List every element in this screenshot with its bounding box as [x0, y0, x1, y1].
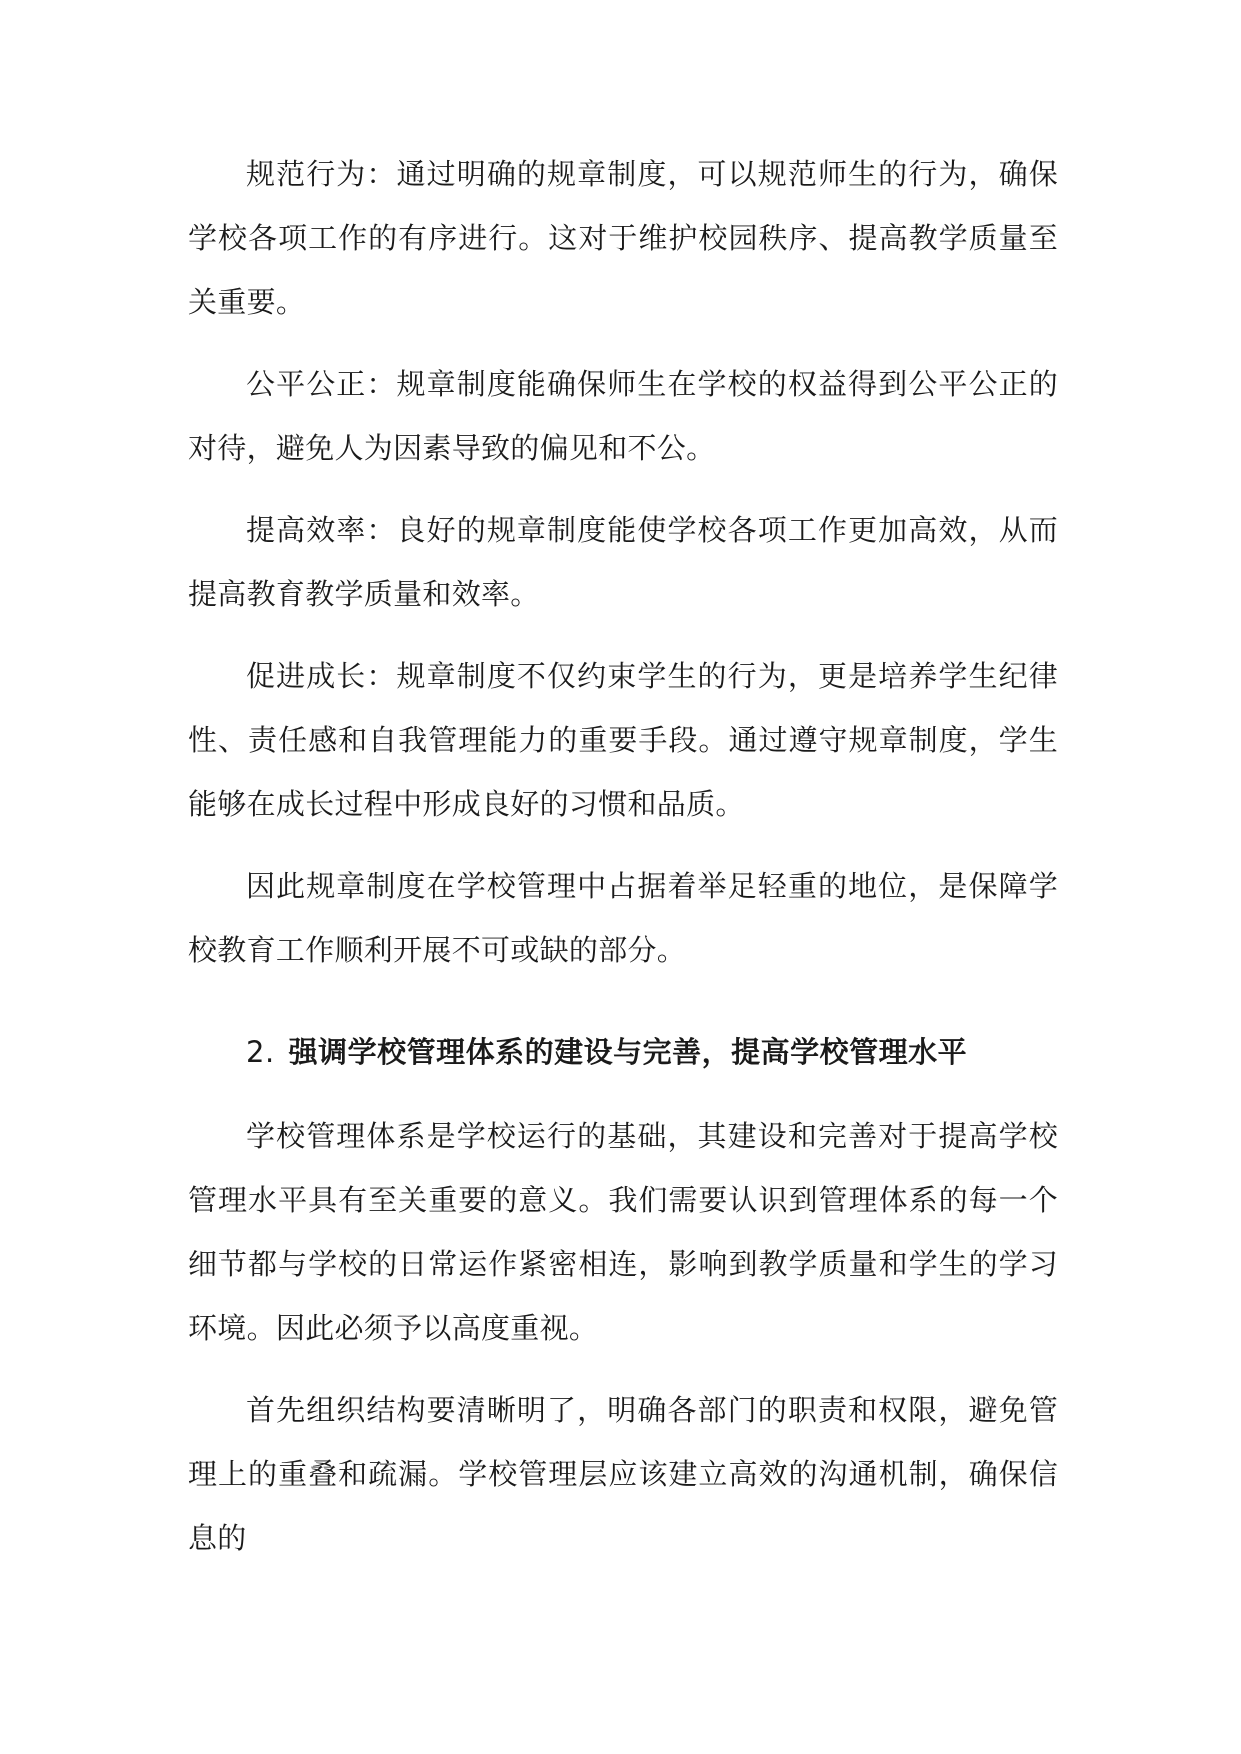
document-body — [188, 142, 1058, 1588]
paragraph-efficiency: 提高效率：良好的规章制度能使学校各项工作更加高效，从而提高教育教学质量和效率。 — [188, 513, 1058, 611]
paragraph-organization-structure: 首先组织结构要清晰明了，明确各部门的职责和权限，避免管理上的重叠和疏漏。学校管理层应该建立高效的沟通机制，确保信息的 — [188, 1393, 1058, 1555]
paragraph-regulate-behavior: 规范行为：通过明确的规章制度，可以规范师生的行为，确保学校各项工作的有序进行。这对于维护校园秩序、提高教学质量至关重要。 — [188, 157, 1058, 319]
paragraph-conclusion: 因此规章制度在学校管理中占据着举足轻重的地位，是保障学校教育工作顺利开展不可或缺的部分。 — [188, 869, 1058, 967]
section-title: 强调学校管理体系的建设与完善，提高学校管理水平 — [288, 1035, 968, 1069]
section-heading — [188, 1020, 1058, 1084]
paragraph-growth: 促进成长：规章制度不仅约束学生的行为，更是培养学生纪律性、责任感和自我管理能力的重要手段。通过遵守规章制度，学生能够在成长过程中形成良好的习惯和品质。 — [188, 659, 1058, 821]
section-number: 2. — [246, 1035, 275, 1069]
paragraph-fairness: 公平公正：规章制度能确保师生在学校的权益得到公平公正的对待，避免人为因素导致的偏见和不公。 — [188, 367, 1058, 465]
paragraph-management-system: 学校管理体系是学校运行的基础，其建设和完善对于提高学校管理水平具有至关重要的意义。我们需要认识到管理体系的每一个细节都与学校的日常运作紧密相连，影响到教学质量和学生的学习环境。因此必须予以高度重视。 — [188, 1119, 1058, 1345]
